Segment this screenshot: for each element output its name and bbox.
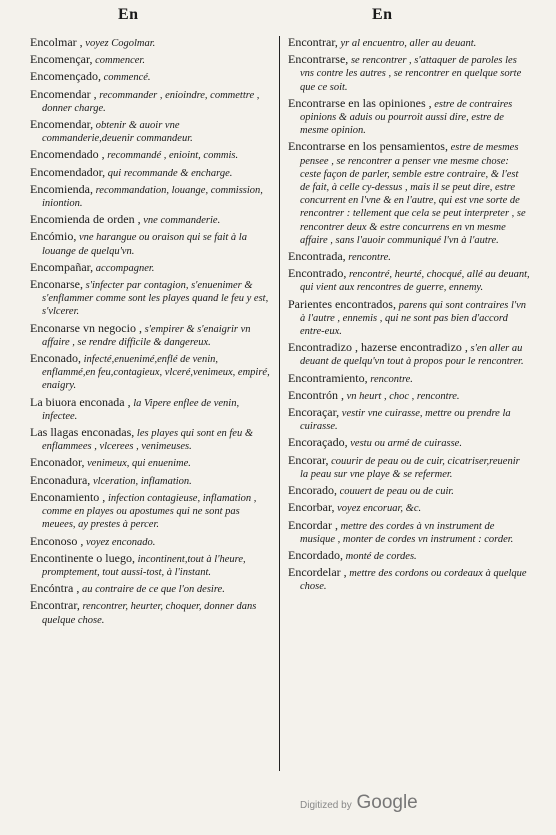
entry-definition: vne harangue ou oraison qui se fait à la louange de quelqu'vn. (42, 232, 247, 257)
dictionary-entry (288, 53, 530, 94)
left-running-header: En (118, 6, 139, 23)
dictionary-entry (288, 549, 530, 563)
entry-definition: recommander , enioindre, commettre , donner charge. (42, 89, 260, 114)
dictionary-entry (30, 148, 270, 162)
entry-definition: commencer. (92, 55, 145, 67)
dictionary-entry (288, 97, 530, 138)
dictionary-entry (288, 436, 530, 450)
dictionary-entry (30, 491, 270, 532)
dictionary-entry (30, 552, 270, 579)
entry-definition: vestu ou armé de cuirasse. (347, 438, 462, 450)
dictionary-entry (30, 582, 270, 596)
entry-headword: Encomienda de orden , (30, 212, 141, 227)
entry-headword: Encontrada, (288, 249, 346, 264)
entry-headword: Encoraçado, (288, 435, 348, 450)
dictionary-entry (30, 166, 270, 180)
entry-headword: Encorbar, (288, 500, 335, 515)
entry-definition: estre de mesmes pensee , se rencontrer a penser vne mesme chose: ceste façon de parler, semble estre contraire, & l'est de fait, à celle cy-dessus , mais il se peut dire, estre concurrent en l'vne & en l'autre, qui est vne sorte de rencontrer : tellement que cela se peut interpreter , se rencontrer deux & estre concurrens en vn mesme affaire , sans l'auoir communiqué l'vn à l'autre. (300, 142, 526, 246)
entry-definition: vestir vne cuirasse, mettre ou prendre la cuirasse. (300, 408, 511, 433)
dictionary-entry (30, 396, 270, 423)
dictionary-entry (288, 36, 530, 50)
entry-definition: obtenir & auoir vne commanderie,deuenir commandeur. (42, 120, 193, 145)
entry-definition: infecté,enuenimé,enflé de venin, enflammé,en feu,contagieux, vlceré,venimeux, empiré, enaigry. (42, 354, 270, 392)
dictionary-entry (288, 389, 530, 403)
entry-definition: commencé. (100, 72, 151, 84)
dictionary-entry (30, 535, 270, 549)
entry-headword: Encomendar, (30, 117, 94, 132)
dictionary-entry (30, 118, 270, 145)
entry-headword: Encolmar , (30, 35, 83, 49)
entry-definition: monté de cordes. (342, 550, 417, 562)
entry-headword: Encorado, (288, 483, 337, 498)
entry-definition: les playes qui sont en feu & enflammees , vlcerees , venimeuses. (42, 428, 253, 453)
dictionary-entry (288, 341, 530, 368)
entry-definition: rencontre. (367, 373, 413, 385)
dictionary-entry (288, 519, 530, 546)
entry-definition: vne commanderie. (140, 215, 221, 227)
entry-definition: recommandation, louange, commission, iniontion. (42, 184, 263, 210)
entry-definition: mettre des cordons ou cordeaux à quelque chose. (300, 568, 527, 593)
entry-definition: accompagner. (93, 262, 155, 274)
entry-headword: Parientes encontrados, (288, 296, 396, 311)
entry-headword: Encomençado, (30, 69, 101, 84)
right-column (288, 36, 530, 597)
entry-definition: vlceration, inflamation. (90, 475, 192, 487)
dictionary-entry (288, 406, 530, 433)
entry-headword: Enconoso , (30, 533, 84, 548)
entry-headword: Encontrarse, (288, 52, 349, 67)
entry-headword: Encómio, (30, 229, 77, 244)
entry-headword: La biuora enconada , (30, 394, 131, 409)
dictionary-entry (30, 53, 270, 67)
entry-headword: Encompañar, (30, 259, 94, 274)
dictionary-entry (30, 474, 270, 488)
entry-headword: Encomençar, (30, 52, 93, 67)
left-column (30, 36, 270, 630)
dictionary-entry (30, 70, 270, 84)
dictionary-entry (288, 250, 530, 264)
dictionary-entry (30, 278, 270, 319)
entry-headword: Encomendar , (30, 86, 97, 101)
entry-definition: infection contagieuse, inflamation , comme en playes ou apostumes qui ne sont pas meuees, ay prestes à percer. (42, 492, 257, 531)
dictionary-entry (288, 501, 530, 515)
entry-definition: mettre des cordes à vn instrument de musique , monter de cordes vn instrument : corder. (300, 520, 514, 545)
entry-definition: incontinent,tout à l'heure, promptement, tout aussi-tost, à l'instant. (42, 553, 246, 578)
entry-headword: Enconado, (30, 351, 81, 366)
entry-headword: Encontrón , (288, 387, 344, 402)
entry-headword: Encontradizo , hazerse encontradizo , (288, 340, 468, 355)
entry-definition: rencontre. (345, 252, 391, 264)
dictionary-entry (30, 36, 270, 50)
dictionary-entry (30, 213, 270, 227)
entry-definition: au contraire de ce que l'on desire. (79, 584, 225, 596)
footer-brand-logo: Google (356, 792, 418, 813)
entry-definition: recommandé , enioint, commis. (104, 150, 239, 162)
dictionary-entry (30, 426, 270, 453)
dictionary-entry (288, 566, 530, 593)
entry-definition: vn heurt , choc , rencontre. (344, 390, 460, 402)
entry-headword: Encoraçar, (288, 405, 340, 420)
entry-headword: Encontrado, (288, 266, 347, 281)
entry-definition: venimeux, qui enuenime. (84, 458, 191, 470)
entry-headword: Encordar , (288, 517, 338, 532)
footer-prefix: Digitized by (300, 800, 352, 811)
entry-definition: couuert de peau ou de cuir. (336, 486, 454, 498)
entry-definition: couurir de peau ou de cuir, cicatriser,reuenir la peau sur vne playe & se refermer. (300, 455, 520, 480)
dictionary-entry (30, 599, 270, 626)
entry-headword: Encomienda, (30, 181, 93, 196)
dictionary-entry (288, 372, 530, 386)
dictionary-entry (30, 456, 270, 470)
entry-definition: s'infecter par contagion, s'enuenimer & s'enflammer comme sont les playes quand le feu y est, s'vlcerer. (42, 280, 269, 318)
dictionary-entry (30, 322, 270, 349)
entry-definition: la Vipere enflee de venin, infectee. (42, 397, 240, 422)
dictionary-entry (288, 267, 530, 294)
dictionary-entry (288, 454, 530, 481)
entry-definition: voyez enconado. (83, 536, 156, 548)
dictionary-entry (30, 352, 270, 393)
entry-headword: Encontramiento, (288, 370, 368, 385)
entry-definition: rencontré, heurté, chocqué, allé au deuant, qui vient aux rencontres de guerre, ennemy. (300, 269, 530, 294)
entry-headword: Encorar, (288, 452, 329, 467)
entry-headword: Encordelar , (288, 565, 347, 580)
entry-definition: s'empirer & s'enaigrir vn affaire , se rendre difficile & dangereux. (42, 323, 251, 348)
entry-definition: parens qui sont contraires l'vn à l'autre , ennemis , qui ne sont pas bien d'accord entre-eux. (300, 299, 527, 338)
entry-headword: Encontrar, (288, 35, 338, 49)
entry-headword: Encontinente o luego, (30, 550, 135, 565)
entry-headword: Encontrarse en los pensamientos, (288, 139, 448, 154)
entry-definition: estre de contraires opinions & aduis ou pourroit aussi dire, estre de mesme opinion. (300, 98, 513, 137)
dictionary-entry (288, 484, 530, 498)
dictionary-entry (288, 298, 530, 339)
entry-headword: Encomendado , (30, 147, 105, 162)
entry-headword: Encomendador, (30, 164, 106, 179)
entry-definition: se rencontrer , s'attaquer de paroles les vns contre les autres , se rencontrer en quelque sorte que ce soit. (300, 55, 522, 93)
dictionary-entry (30, 261, 270, 275)
right-running-header: En (372, 6, 393, 23)
entry-definition: s'en aller au deuant de quelqu'vn tout à propos pour le rencontrer. (300, 343, 524, 368)
dictionary-entry (30, 183, 270, 210)
entry-headword: Encordado, (288, 547, 343, 562)
dictionary-page (30, 6, 530, 766)
entry-headword: Las llagas enconadas, (30, 425, 135, 440)
entry-headword: Encontrarse en las opiniones , (288, 95, 432, 110)
column-divider (279, 36, 280, 771)
dictionary-entry (30, 88, 270, 115)
entry-headword: Encontrar, (30, 598, 80, 613)
entry-definition: yr al encuentro, aller au deuant. (337, 38, 477, 49)
entry-headword: Enconarse vn negocio , (30, 320, 142, 335)
entry-headword: Enconadura, (30, 472, 91, 487)
page-headers (30, 6, 530, 24)
entry-headword: Encóntra , (30, 581, 80, 596)
entry-definition: qui recommande & encharge. (105, 167, 233, 179)
entry-headword: Enconador, (30, 455, 85, 470)
digitization-footer (300, 792, 418, 814)
entry-definition: voyez encoruar, &c. (334, 503, 422, 515)
dictionary-entry (30, 230, 270, 257)
entry-definition: rencontrer, heurter, choquer, donner dans quelque chose. (42, 601, 257, 626)
entry-headword: Enconamiento , (30, 489, 106, 504)
dictionary-entry (288, 140, 530, 247)
entry-definition: voyez Cogolmar. (82, 38, 156, 49)
entry-headword: Enconarse, (30, 277, 83, 292)
